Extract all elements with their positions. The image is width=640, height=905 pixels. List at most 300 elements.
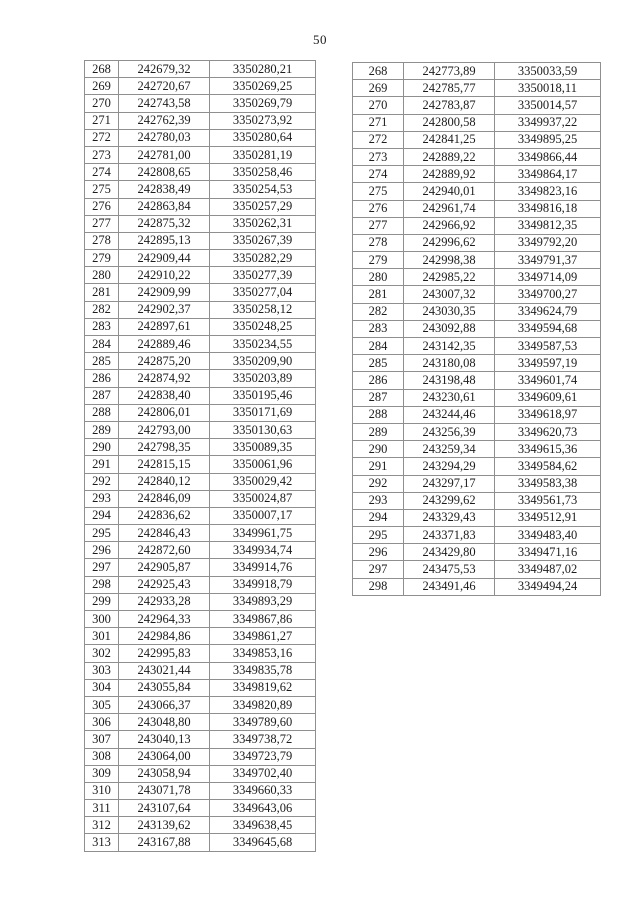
cell-x-coordinate: 242875,32 (119, 215, 210, 232)
table-row (353, 355, 601, 372)
cell-x-coordinate: 243142,35 (404, 338, 495, 355)
cell-y-coordinate: 3349823,16 (495, 183, 601, 200)
table-row (353, 475, 601, 492)
cell-y-coordinate: 3350267,39 (210, 232, 316, 249)
table-row (85, 318, 316, 335)
cell-point-number: 275 (353, 183, 404, 200)
cell-x-coordinate: 242840,12 (119, 473, 210, 490)
cell-x-coordinate: 242925,43 (119, 576, 210, 593)
cell-point-number: 273 (85, 146, 119, 163)
cell-x-coordinate: 243064,00 (119, 748, 210, 765)
cell-point-number: 279 (85, 250, 119, 267)
cell-x-coordinate: 243139,62 (119, 817, 210, 834)
cell-y-coordinate: 3349714,09 (495, 269, 601, 286)
table-row (85, 714, 316, 731)
table-row (85, 490, 316, 507)
table-row (85, 78, 316, 95)
cell-y-coordinate: 3350269,25 (210, 78, 316, 95)
cell-point-number: 309 (85, 765, 119, 782)
cell-x-coordinate: 243021,44 (119, 662, 210, 679)
cell-point-number: 271 (85, 112, 119, 129)
table-row (85, 370, 316, 387)
cell-y-coordinate: 3349561,73 (495, 492, 601, 509)
cell-point-number: 300 (85, 611, 119, 628)
cell-x-coordinate: 243230,61 (404, 389, 495, 406)
cell-x-coordinate: 243066,37 (119, 696, 210, 713)
cell-x-coordinate: 242798,35 (119, 439, 210, 456)
cell-y-coordinate: 3349471,16 (495, 544, 601, 561)
table-row (353, 561, 601, 578)
table-row (85, 250, 316, 267)
cell-x-coordinate: 242940,01 (404, 183, 495, 200)
cell-point-number: 286 (85, 370, 119, 387)
table-row (85, 817, 316, 834)
cell-point-number: 289 (353, 423, 404, 440)
cell-x-coordinate: 242846,43 (119, 525, 210, 542)
cell-y-coordinate: 3349594,68 (495, 320, 601, 337)
cell-y-coordinate: 3350282,29 (210, 250, 316, 267)
cell-y-coordinate: 3349487,02 (495, 561, 601, 578)
table-row (85, 112, 316, 129)
cell-point-number: 283 (85, 318, 119, 335)
table-row (85, 542, 316, 559)
cell-y-coordinate: 3349645,68 (210, 834, 316, 851)
cell-x-coordinate: 242808,65 (119, 164, 210, 181)
cell-point-number: 268 (353, 63, 404, 80)
table-row (85, 387, 316, 404)
cell-x-coordinate: 242998,38 (404, 252, 495, 269)
cell-y-coordinate: 3349867,86 (210, 611, 316, 628)
table-row (85, 473, 316, 490)
cell-x-coordinate: 243071,78 (119, 782, 210, 799)
cell-point-number: 281 (85, 284, 119, 301)
cell-x-coordinate: 243244,46 (404, 406, 495, 423)
cell-y-coordinate: 3349937,22 (495, 114, 601, 131)
table-row (85, 679, 316, 696)
table-row (353, 114, 601, 131)
cell-y-coordinate: 3350258,12 (210, 301, 316, 318)
cell-point-number: 275 (85, 181, 119, 198)
cell-y-coordinate: 3350234,55 (210, 336, 316, 353)
cell-y-coordinate: 3350007,17 (210, 507, 316, 524)
cell-point-number: 307 (85, 731, 119, 748)
cell-point-number: 280 (353, 269, 404, 286)
cell-x-coordinate: 242720,67 (119, 78, 210, 95)
cell-y-coordinate: 3349792,20 (495, 234, 601, 251)
cell-point-number: 297 (353, 561, 404, 578)
cell-point-number: 269 (353, 80, 404, 97)
cell-point-number: 298 (85, 576, 119, 593)
cell-y-coordinate: 3349620,73 (495, 423, 601, 440)
cell-x-coordinate: 242838,49 (119, 181, 210, 198)
table-row (353, 252, 601, 269)
cell-point-number: 291 (353, 458, 404, 475)
cell-x-coordinate: 242902,37 (119, 301, 210, 318)
cell-x-coordinate: 242863,84 (119, 198, 210, 215)
cell-x-coordinate: 242743,58 (119, 95, 210, 112)
table-row (85, 507, 316, 524)
cell-point-number: 310 (85, 782, 119, 799)
table-row (353, 406, 601, 423)
cell-y-coordinate: 3349895,25 (495, 131, 601, 148)
cell-y-coordinate: 3349494,24 (495, 578, 601, 595)
cell-y-coordinate: 3349918,79 (210, 576, 316, 593)
table-row (85, 284, 316, 301)
cell-y-coordinate: 3349638,45 (210, 817, 316, 834)
cell-y-coordinate: 3350033,59 (495, 63, 601, 80)
cell-x-coordinate: 242889,46 (119, 336, 210, 353)
cell-y-coordinate: 3349512,91 (495, 509, 601, 526)
cell-x-coordinate: 243429,80 (404, 544, 495, 561)
cell-x-coordinate: 242905,87 (119, 559, 210, 576)
cell-point-number: 283 (353, 320, 404, 337)
cell-point-number: 270 (353, 97, 404, 114)
cell-x-coordinate: 242996,62 (404, 234, 495, 251)
cell-x-coordinate: 242815,15 (119, 456, 210, 473)
cell-point-number: 272 (353, 131, 404, 148)
table-row (85, 215, 316, 232)
coordinate-table-left-body (85, 61, 316, 852)
cell-point-number: 290 (85, 439, 119, 456)
table-row (353, 269, 601, 286)
coordinate-table-left (84, 60, 316, 852)
cell-y-coordinate: 3349738,72 (210, 731, 316, 748)
cell-y-coordinate: 3350029,42 (210, 473, 316, 490)
cell-x-coordinate: 242995,83 (119, 645, 210, 662)
table-row (85, 611, 316, 628)
cell-y-coordinate: 3349700,27 (495, 286, 601, 303)
cell-y-coordinate: 3349864,17 (495, 166, 601, 183)
cell-point-number: 289 (85, 421, 119, 438)
cell-x-coordinate: 242889,92 (404, 166, 495, 183)
cell-point-number: 274 (85, 164, 119, 181)
cell-point-number: 291 (85, 456, 119, 473)
table-row (85, 129, 316, 146)
table-row (85, 782, 316, 799)
cell-x-coordinate: 242909,99 (119, 284, 210, 301)
table-row (85, 439, 316, 456)
table-row (85, 628, 316, 645)
cell-point-number: 287 (85, 387, 119, 404)
cell-x-coordinate: 243297,17 (404, 475, 495, 492)
table-row (85, 198, 316, 215)
table-row (85, 61, 316, 78)
cell-y-coordinate: 3350248,25 (210, 318, 316, 335)
cell-y-coordinate: 3350280,64 (210, 129, 316, 146)
cell-y-coordinate: 3349643,06 (210, 800, 316, 817)
cell-point-number: 297 (85, 559, 119, 576)
cell-y-coordinate: 3349615,36 (495, 441, 601, 458)
table-row (85, 353, 316, 370)
cell-x-coordinate: 242780,03 (119, 129, 210, 146)
table-row (353, 166, 601, 183)
cell-y-coordinate: 3350277,39 (210, 267, 316, 284)
cell-point-number: 312 (85, 817, 119, 834)
cell-x-coordinate: 242874,92 (119, 370, 210, 387)
table-row (85, 576, 316, 593)
cell-y-coordinate: 3349789,60 (210, 714, 316, 731)
cell-y-coordinate: 3349861,27 (210, 628, 316, 645)
page-number: 50 (313, 32, 327, 47)
cell-x-coordinate: 242961,74 (404, 200, 495, 217)
cell-y-coordinate: 3350281,19 (210, 146, 316, 163)
cell-point-number: 277 (85, 215, 119, 232)
cell-point-number: 278 (353, 234, 404, 251)
table-row (353, 131, 601, 148)
cell-point-number: 285 (353, 355, 404, 372)
cell-y-coordinate: 3349723,79 (210, 748, 316, 765)
cell-x-coordinate: 242762,39 (119, 112, 210, 129)
cell-point-number: 293 (353, 492, 404, 509)
cell-y-coordinate: 3349812,35 (495, 217, 601, 234)
cell-y-coordinate: 3350024,87 (210, 490, 316, 507)
cell-y-coordinate: 3350258,46 (210, 164, 316, 181)
cell-point-number: 293 (85, 490, 119, 507)
cell-y-coordinate: 3350195,46 (210, 387, 316, 404)
cell-y-coordinate: 3350209,90 (210, 353, 316, 370)
table-row (353, 97, 601, 114)
table-row (353, 200, 601, 217)
cell-point-number: 274 (353, 166, 404, 183)
table-row (85, 164, 316, 181)
cell-y-coordinate: 3349835,78 (210, 662, 316, 679)
table-row (353, 441, 601, 458)
cell-x-coordinate: 242897,61 (119, 318, 210, 335)
cell-point-number: 296 (353, 544, 404, 561)
cell-y-coordinate: 3349483,40 (495, 527, 601, 544)
table-row (353, 338, 601, 355)
cell-point-number: 295 (85, 525, 119, 542)
cell-x-coordinate: 242773,89 (404, 63, 495, 80)
table-row (353, 544, 601, 561)
cell-x-coordinate: 242793,00 (119, 421, 210, 438)
cell-x-coordinate: 243107,64 (119, 800, 210, 817)
cell-x-coordinate: 243329,43 (404, 509, 495, 526)
cell-x-coordinate: 243040,13 (119, 731, 210, 748)
table-row (85, 645, 316, 662)
cell-x-coordinate: 243256,39 (404, 423, 495, 440)
cell-x-coordinate: 242846,09 (119, 490, 210, 507)
cell-y-coordinate: 3350262,31 (210, 215, 316, 232)
cell-point-number: 287 (353, 389, 404, 406)
table-row (85, 593, 316, 610)
cell-point-number: 304 (85, 679, 119, 696)
cell-x-coordinate: 242964,33 (119, 611, 210, 628)
cell-point-number: 302 (85, 645, 119, 662)
cell-x-coordinate: 243092,88 (404, 320, 495, 337)
table-row (85, 800, 316, 817)
cell-y-coordinate: 3350257,29 (210, 198, 316, 215)
cell-y-coordinate: 3350273,92 (210, 112, 316, 129)
table-row (85, 146, 316, 163)
table-row (353, 63, 601, 80)
cell-x-coordinate: 242933,28 (119, 593, 210, 610)
cell-y-coordinate: 3349597,19 (495, 355, 601, 372)
cell-point-number: 301 (85, 628, 119, 645)
table-row (353, 509, 601, 526)
cell-point-number: 313 (85, 834, 119, 851)
table-row (85, 456, 316, 473)
cell-y-coordinate: 3350018,11 (495, 80, 601, 97)
cell-y-coordinate: 3349934,74 (210, 542, 316, 559)
cell-x-coordinate: 242785,77 (404, 80, 495, 97)
cell-point-number: 290 (353, 441, 404, 458)
cell-point-number: 285 (85, 353, 119, 370)
cell-point-number: 277 (353, 217, 404, 234)
table-row (85, 267, 316, 284)
table-row (353, 286, 601, 303)
table-row (85, 95, 316, 112)
cell-point-number: 306 (85, 714, 119, 731)
table-row (85, 731, 316, 748)
cell-point-number: 298 (353, 578, 404, 595)
cell-y-coordinate: 3350277,04 (210, 284, 316, 301)
cell-x-coordinate: 243048,80 (119, 714, 210, 731)
cell-point-number: 282 (85, 301, 119, 318)
cell-point-number: 276 (85, 198, 119, 215)
table-row (353, 458, 601, 475)
cell-point-number: 278 (85, 232, 119, 249)
table-row (85, 662, 316, 679)
cell-y-coordinate: 3350254,53 (210, 181, 316, 198)
cell-x-coordinate: 242838,40 (119, 387, 210, 404)
cell-y-coordinate: 3350171,69 (210, 404, 316, 421)
cell-x-coordinate: 243198,48 (404, 372, 495, 389)
coordinate-table-right (352, 62, 601, 596)
cell-point-number: 288 (85, 404, 119, 421)
cell-point-number: 284 (353, 338, 404, 355)
cell-y-coordinate: 3350061,96 (210, 456, 316, 473)
table-row (353, 217, 601, 234)
cell-x-coordinate: 243294,29 (404, 458, 495, 475)
cell-y-coordinate: 3349609,61 (495, 389, 601, 406)
cell-y-coordinate: 3349791,37 (495, 252, 601, 269)
cell-x-coordinate: 242872,60 (119, 542, 210, 559)
cell-y-coordinate: 3350280,21 (210, 61, 316, 78)
cell-point-number: 288 (353, 406, 404, 423)
table-row (85, 765, 316, 782)
cell-y-coordinate: 3349820,89 (210, 696, 316, 713)
cell-point-number: 292 (85, 473, 119, 490)
table-row (85, 834, 316, 851)
cell-point-number: 305 (85, 696, 119, 713)
cell-x-coordinate: 243030,35 (404, 303, 495, 320)
table-row (353, 389, 601, 406)
cell-point-number: 279 (353, 252, 404, 269)
cell-y-coordinate: 3350089,35 (210, 439, 316, 456)
cell-x-coordinate: 243055,84 (119, 679, 210, 696)
table-row (353, 183, 601, 200)
cell-y-coordinate: 3349961,75 (210, 525, 316, 542)
cell-point-number: 296 (85, 542, 119, 559)
cell-point-number: 273 (353, 148, 404, 165)
table-row (353, 423, 601, 440)
table-row (353, 234, 601, 251)
cell-point-number: 308 (85, 748, 119, 765)
cell-point-number: 311 (85, 800, 119, 817)
cell-point-number: 280 (85, 267, 119, 284)
cell-point-number: 272 (85, 129, 119, 146)
table-row (353, 527, 601, 544)
cell-y-coordinate: 3350269,79 (210, 95, 316, 112)
cell-y-coordinate: 3350203,89 (210, 370, 316, 387)
cell-y-coordinate: 3349853,16 (210, 645, 316, 662)
cell-x-coordinate: 242836,62 (119, 507, 210, 524)
table-row (353, 372, 601, 389)
table-row (85, 696, 316, 713)
table-row (85, 336, 316, 353)
table-row (85, 301, 316, 318)
table-row (85, 559, 316, 576)
cell-x-coordinate: 242679,32 (119, 61, 210, 78)
cell-x-coordinate: 243007,32 (404, 286, 495, 303)
cell-y-coordinate: 3349914,76 (210, 559, 316, 576)
cell-y-coordinate: 3349584,62 (495, 458, 601, 475)
cell-point-number: 292 (353, 475, 404, 492)
table-row (85, 232, 316, 249)
cell-y-coordinate: 3349660,33 (210, 782, 316, 799)
cell-x-coordinate: 242966,92 (404, 217, 495, 234)
table-row (85, 421, 316, 438)
cell-x-coordinate: 243259,34 (404, 441, 495, 458)
cell-x-coordinate: 242781,00 (119, 146, 210, 163)
cell-x-coordinate: 242875,20 (119, 353, 210, 370)
cell-x-coordinate: 243167,88 (119, 834, 210, 851)
cell-x-coordinate: 242985,22 (404, 269, 495, 286)
table-row (353, 578, 601, 595)
cell-x-coordinate: 243475,53 (404, 561, 495, 578)
table-row (353, 148, 601, 165)
cell-point-number: 276 (353, 200, 404, 217)
table-row (353, 80, 601, 97)
cell-x-coordinate: 243058,94 (119, 765, 210, 782)
cell-y-coordinate: 3349816,18 (495, 200, 601, 217)
cell-x-coordinate: 242984,86 (119, 628, 210, 645)
cell-point-number: 299 (85, 593, 119, 610)
table-row (85, 181, 316, 198)
cell-point-number: 270 (85, 95, 119, 112)
cell-x-coordinate: 242800,58 (404, 114, 495, 131)
cell-point-number: 294 (353, 509, 404, 526)
cell-x-coordinate: 242841,25 (404, 131, 495, 148)
cell-y-coordinate: 3349618,97 (495, 406, 601, 423)
table-row (85, 404, 316, 421)
cell-x-coordinate: 243180,08 (404, 355, 495, 372)
cell-x-coordinate: 243371,83 (404, 527, 495, 544)
cell-point-number: 303 (85, 662, 119, 679)
coordinate-table-right-body (353, 63, 601, 596)
cell-x-coordinate: 242783,87 (404, 97, 495, 114)
cell-point-number: 295 (353, 527, 404, 544)
cell-point-number: 271 (353, 114, 404, 131)
cell-y-coordinate: 3350130,63 (210, 421, 316, 438)
cell-x-coordinate: 242910,22 (119, 267, 210, 284)
cell-point-number: 281 (353, 286, 404, 303)
cell-y-coordinate: 3349587,53 (495, 338, 601, 355)
table-row (353, 492, 601, 509)
cell-x-coordinate: 243491,46 (404, 578, 495, 595)
cell-point-number: 282 (353, 303, 404, 320)
cell-point-number: 269 (85, 78, 119, 95)
cell-y-coordinate: 3349893,29 (210, 593, 316, 610)
cell-point-number: 294 (85, 507, 119, 524)
cell-y-coordinate: 3349583,38 (495, 475, 601, 492)
cell-point-number: 268 (85, 61, 119, 78)
cell-x-coordinate: 242889,22 (404, 148, 495, 165)
cell-point-number: 284 (85, 336, 119, 353)
cell-x-coordinate: 242909,44 (119, 250, 210, 267)
table-row (353, 320, 601, 337)
